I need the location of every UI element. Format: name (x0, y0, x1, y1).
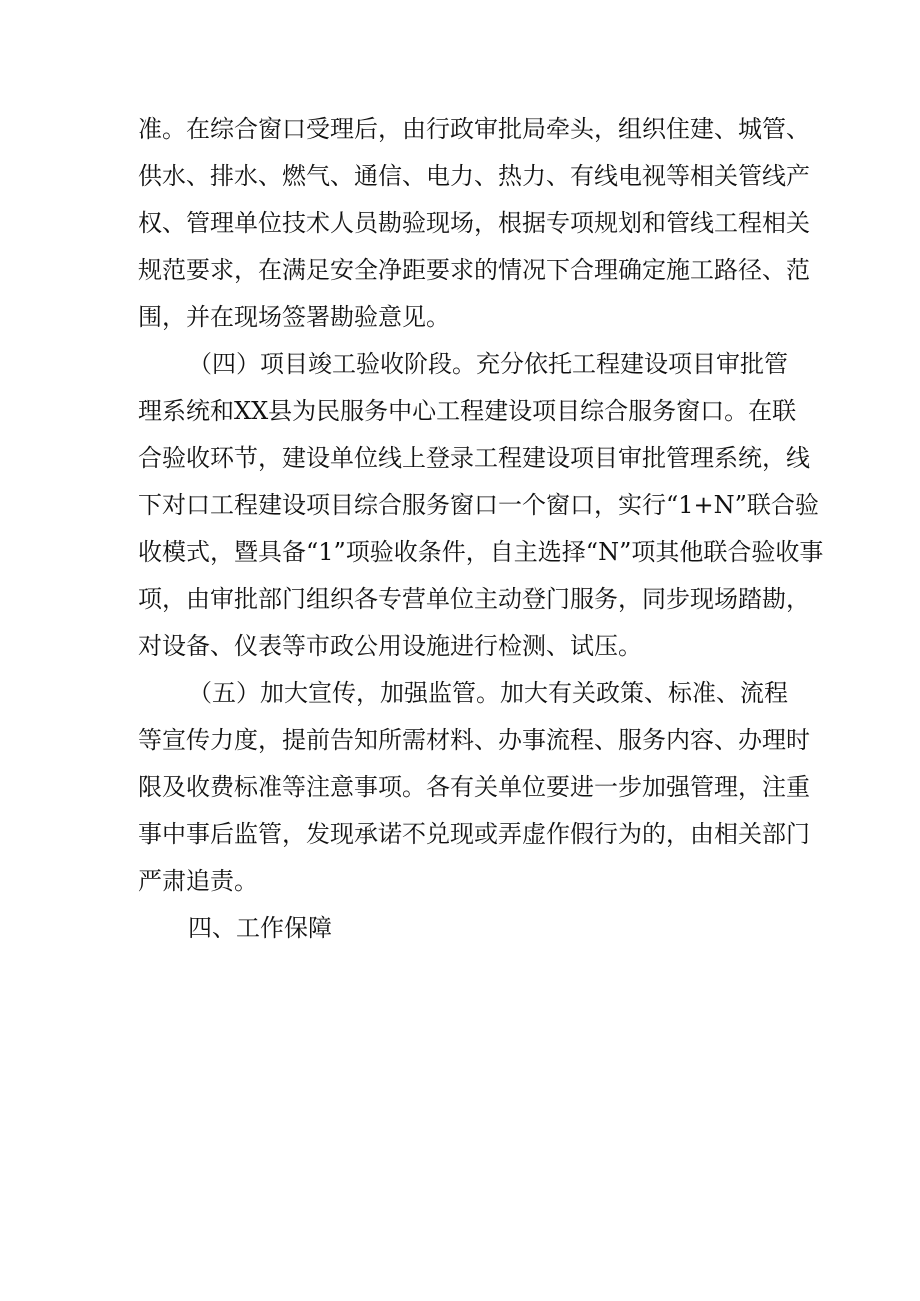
text-line: 项，由审批部门组织各专营单位主动登门服务，同步现场踏勘， (138, 585, 810, 613)
text-line: 规范要求，在满足安全净距要求的情况下合理确定施工路径、范 (138, 256, 810, 284)
text-line: 限及收费标准等注意事项。各有关单位要进一步加强管理，注重 (138, 773, 810, 801)
text-line: （五）加大宣传，加强监管。加大有关政策、标准、流程 (188, 679, 788, 707)
text-line: 严肃追责。 (138, 867, 258, 895)
paragraph-continuation (138, 106, 810, 341)
text-line: 下对口工程建设项目综合服务窗口一个窗口，实行“1+N”联合验 (138, 491, 819, 519)
text-line: 事中事后监管，发现承诺不兑现或弄虚作假行为的，由相关部门 (138, 820, 810, 848)
text-line: （四）项目竣工验收阶段。充分依托工程建设项目审批管 (188, 350, 788, 378)
text-line: 合验收环节，建设单位线上登录工程建设项目审批管理系统，线 (138, 444, 810, 472)
text-line: 对设备、仪表等市政公用设施进行检测、试压。 (138, 632, 642, 660)
text-line: 准。在综合窗口受理后，由行政审批局牵头，组织住建、城管、 (138, 115, 810, 143)
text-line: 围，并在现场签署勘验意见。 (138, 303, 450, 331)
text-line: 理系统和XX县为民服务中心工程建设项目综合服务窗口。在联 (138, 397, 797, 425)
document-body (138, 106, 824, 952)
paragraph-publicity-supervision (138, 670, 810, 905)
text-line: 收模式，暨具备“1”项验收条件，自主选择“N”项其他联合验收事 (138, 538, 824, 566)
text-line: 等宣传力度，提前告知所需材料、办事流程、服务内容、办理时 (138, 726, 810, 754)
paragraph-completion-acceptance (138, 341, 824, 670)
text-line: 供水、排水、燃气、通信、电力、热力、有线电视等相关管线产 (138, 162, 810, 190)
section-heading: 四、工作保障 (188, 914, 332, 942)
text-line: 权、管理单位技术人员勘验现场，根据专项规划和管线工程相关 (138, 209, 810, 237)
